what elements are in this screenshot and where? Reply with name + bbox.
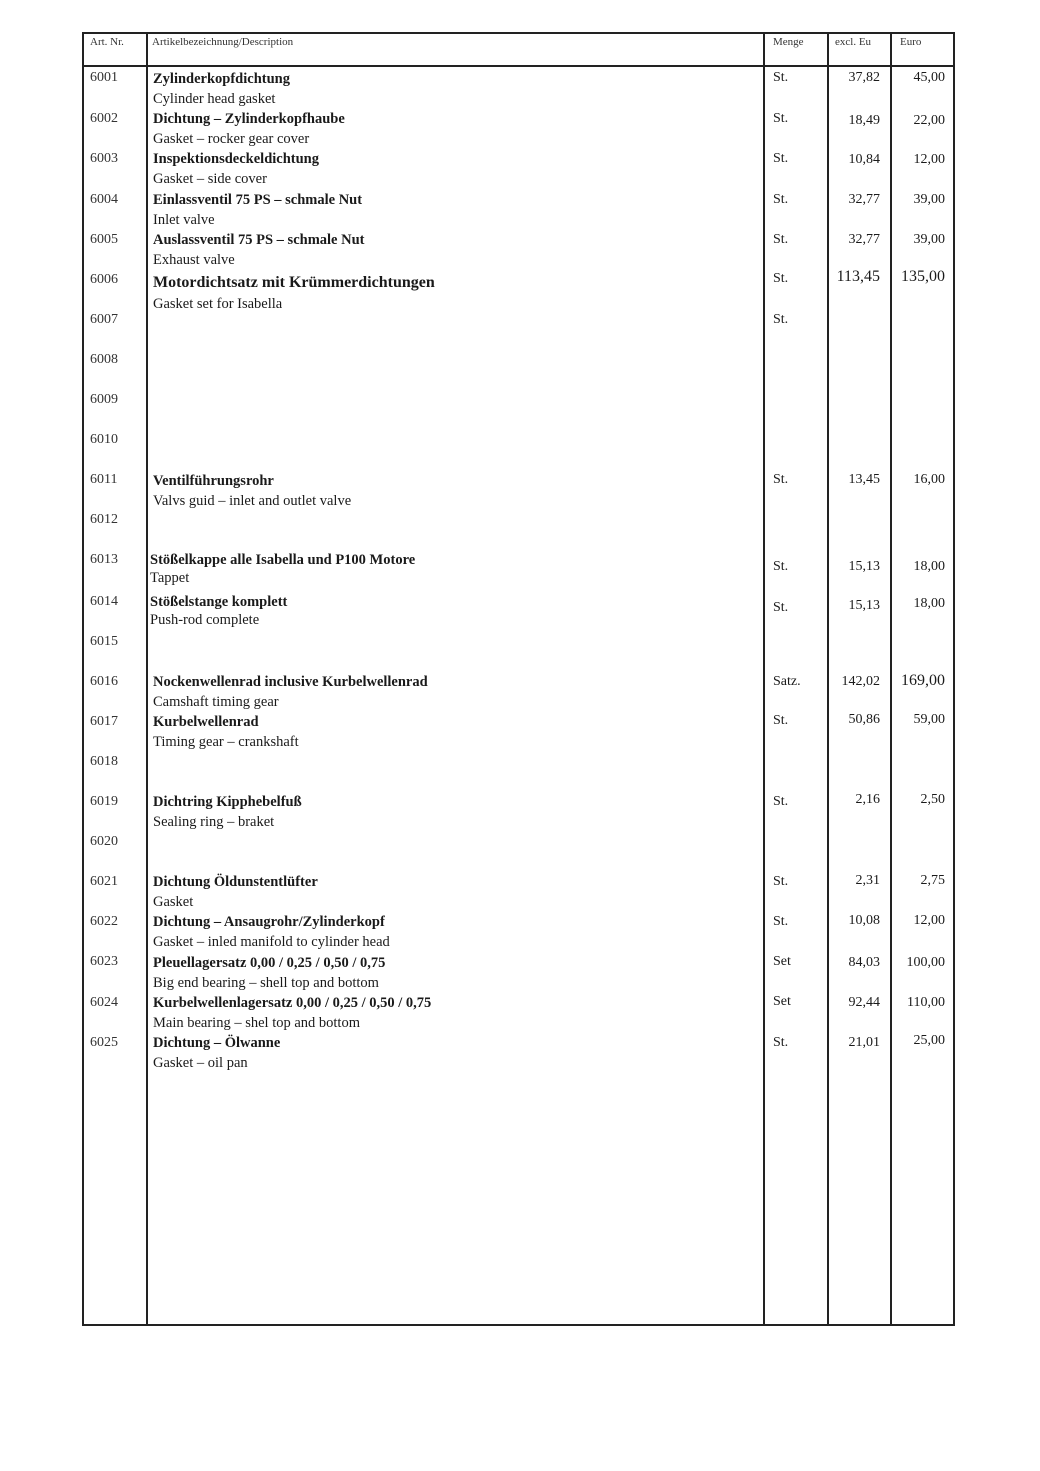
price-euro: 12,00	[913, 152, 945, 167]
item-title: Ventilführungsrohr	[153, 473, 274, 489]
item-title: Nockenwellenrad inclusive Kurbelwellenrad	[153, 674, 428, 690]
item-unit: St.	[773, 600, 789, 615]
art-number: 6004	[90, 192, 118, 207]
price-excl: 142,02	[841, 674, 880, 689]
price-euro: 12,00	[913, 913, 945, 928]
item-title: Dichtung – Zylinderkopfhaube	[153, 111, 345, 127]
price-euro: 110,00	[907, 995, 945, 1010]
price-excl: 10,08	[848, 913, 880, 928]
price-excl: 32,77	[848, 232, 880, 247]
item-subtitle: Inlet valve	[153, 212, 215, 228]
art-number: 6021	[90, 874, 118, 889]
price-excl: 84,03	[848, 955, 880, 970]
item-title: Zylinderkopfdichtung	[153, 71, 290, 87]
price-euro: 25,00	[913, 1033, 945, 1048]
item-subtitle: Sealing ring – braket	[153, 814, 275, 830]
price-excl: 32,77	[848, 192, 880, 207]
art-number: 6007	[90, 312, 118, 327]
item-unit: St.	[773, 794, 789, 809]
art-number: 6005	[90, 232, 118, 247]
price-euro: 59,00	[913, 712, 945, 727]
item-title: Inspektionsdeckeldichtung	[153, 151, 319, 167]
item-unit: St.	[773, 559, 789, 574]
art-number: 6015	[90, 634, 118, 649]
art-number: 6017	[90, 714, 118, 729]
item-subtitle: Push-rod complete	[150, 612, 260, 628]
item-subtitle: Main bearing – shel top and bottom	[153, 1015, 360, 1031]
item-subtitle: Exhaust valve	[153, 252, 235, 268]
price-euro: 45,00	[913, 70, 945, 85]
column-divider	[890, 32, 892, 1326]
art-number: 6010	[90, 432, 118, 447]
art-number: 6008	[90, 352, 118, 367]
header-menge: Menge	[773, 36, 804, 48]
item-unit: St.	[773, 70, 789, 85]
price-euro: 39,00	[913, 232, 945, 247]
item-unit: Satz.	[773, 674, 801, 689]
art-number: 6014	[90, 594, 118, 609]
item-title: Stößelstange komplett	[150, 594, 288, 610]
item-title: Einlassventil 75 PS – schmale Nut	[153, 192, 363, 208]
price-excl: 18,49	[848, 113, 880, 128]
art-number: 6020	[90, 834, 118, 849]
item-subtitle: Gasket	[153, 894, 194, 910]
item-subtitle: Big end bearing – shell top and bottom	[153, 975, 379, 991]
art-number: 6022	[90, 914, 118, 929]
item-unit: St.	[773, 232, 789, 247]
item-title: Dichtring Kipphebelfuß	[153, 794, 302, 810]
item-unit: St.	[773, 111, 789, 126]
header-divider	[82, 65, 955, 67]
item-subtitle: Gasket – oil pan	[153, 1055, 248, 1071]
price-euro: 2,50	[920, 792, 945, 807]
item-unit: Set	[773, 994, 791, 1009]
price-excl: 113,45	[836, 268, 880, 285]
item-unit: St.	[773, 914, 789, 929]
price-excl: 21,01	[848, 1035, 880, 1050]
art-number: 6013	[90, 552, 118, 567]
art-number: 6025	[90, 1035, 118, 1050]
art-number: 6024	[90, 995, 118, 1010]
item-unit: St.	[773, 874, 789, 889]
item-unit: St.	[773, 192, 789, 207]
column-divider	[827, 32, 829, 1326]
item-unit: Set	[773, 954, 791, 969]
price-euro: 16,00	[913, 472, 945, 487]
price-excl: 13,45	[848, 472, 880, 487]
item-unit: St.	[773, 1035, 789, 1050]
art-number: 6002	[90, 111, 118, 126]
price-excl: 37,82	[848, 70, 880, 85]
item-subtitle: Tappet	[150, 570, 190, 586]
column-divider	[146, 32, 148, 1326]
item-title: Motordichtsatz mit Krümmerdichtungen	[153, 274, 435, 291]
price-euro: 18,00	[913, 559, 945, 574]
item-title: Auslassventil 75 PS – schmale Nut	[153, 232, 365, 248]
art-number: 6003	[90, 151, 118, 166]
item-unit: St.	[773, 312, 789, 327]
price-excl: 50,86	[848, 712, 880, 727]
price-euro: 100,00	[906, 955, 945, 970]
item-unit: St.	[773, 151, 789, 166]
item-title: Dichtung – Ölwanne	[153, 1035, 281, 1051]
item-subtitle: Gasket set for Isabella	[153, 296, 283, 312]
item-unit: St.	[773, 271, 789, 286]
item-subtitle: Gasket – side cover	[153, 171, 267, 187]
header-excl: excl. Eu	[835, 36, 872, 48]
price-euro: 39,00	[913, 192, 945, 207]
item-title: Pleuellagersatz 0,00 / 0,25 / 0,50 / 0,75	[153, 955, 386, 971]
price-excl: 92,44	[848, 995, 880, 1010]
art-number: 6011	[90, 472, 118, 487]
item-title: Stößelkappe alle Isabella und P100 Motore	[150, 552, 416, 568]
price-euro: 2,75	[920, 873, 945, 888]
header-description: Artikelbezeichnung/Description	[152, 36, 294, 48]
price-euro: 135,00	[901, 268, 945, 285]
art-number: 6019	[90, 794, 118, 809]
price-euro: 22,00	[913, 113, 945, 128]
art-number: 6006	[90, 272, 118, 287]
column-divider	[763, 32, 765, 1326]
art-number: 6016	[90, 674, 118, 689]
item-title: Dichtung Öldunstentlüfter	[153, 874, 318, 890]
item-subtitle: Gasket – inled manifold to cylinder head	[153, 934, 390, 950]
item-subtitle: Timing gear – crankshaft	[153, 734, 299, 750]
art-number: 6012	[90, 512, 118, 527]
item-title: Kurbelwellenrad	[153, 714, 259, 730]
art-number: 6009	[90, 392, 118, 407]
item-subtitle: Valvs guid – inlet and outlet valve	[153, 493, 352, 509]
item-subtitle: Gasket – rocker gear cover	[153, 131, 310, 147]
price-excl: 15,13	[848, 559, 880, 574]
price-excl: 2,31	[855, 873, 880, 888]
item-title: Kurbelwellenlagersatz 0,00 / 0,25 / 0,50 / 0,75	[153, 995, 432, 1011]
art-number: 6018	[90, 754, 118, 769]
item-unit: St.	[773, 472, 789, 487]
item-title: Dichtung – Ansaugrohr/Zylinderkopf	[153, 914, 385, 930]
item-unit: St.	[773, 713, 789, 728]
art-number: 6023	[90, 954, 118, 969]
price-excl: 2,16	[855, 792, 880, 807]
art-number: 6001	[90, 70, 118, 85]
price-euro: 18,00	[913, 596, 945, 611]
item-subtitle: Camshaft timing gear	[153, 694, 279, 710]
item-subtitle: Cylinder head gasket	[153, 91, 276, 107]
header-euro: Euro	[900, 36, 922, 48]
price-excl: 10,84	[848, 152, 880, 167]
price-excl: 15,13	[848, 598, 880, 613]
price-euro: 169,00	[901, 672, 945, 689]
header-art-nr: Art. Nr.	[90, 36, 124, 48]
